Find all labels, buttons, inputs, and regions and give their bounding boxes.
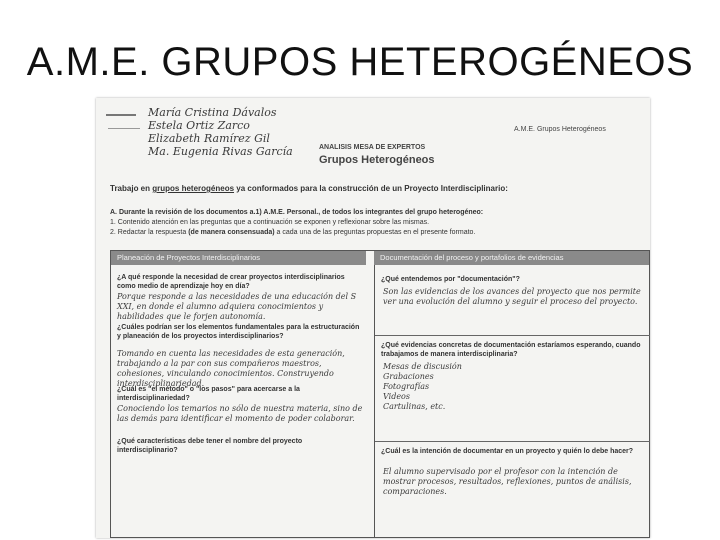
author-name: Estela Ortiz Zarco [148,119,250,132]
handwritten-answer: Conociendo los temarios no sólo de nuestra materia, sino de las demás para identificar el momento de poder colaborar. [117,404,363,423]
author-name: Elizabeth Ramírez Gil [148,132,270,145]
instruction-a: A. Durante la revisión de los documentos a.1) A.M.E. Personal., de todos los integrantes del grupo heterogéneo: [110,209,484,216]
document-header-right: A.M.E. Grupos Heterogéneos [514,126,606,133]
task-heading-rest: ya conformados para la construcción de un Proyecto Interdisciplinario: [234,184,508,193]
question: ¿Qué características debe tener el nombre del proyecto interdisciplinario? [117,438,303,454]
author-names [148,106,293,158]
instructions [110,208,483,238]
planning-column [111,265,366,537]
row-divider [375,441,650,442]
handwritten-answer: Porque responde a las necesidades de una educación del S XXI, en donde el alumno adquiera conocimientos y habilidades que le forjen autonomía. [117,292,357,321]
list-item: Grabaciones [383,372,434,381]
instruction-1: 1. Contenido atención en las preguntas que a continuación se exponen y reflexionar sobre las mismas. [110,219,430,226]
question: ¿A qué responde la necesidad de crear proyectos interdisciplinarios como medio de aprendizaje hoy en día? [117,274,345,290]
document-kicker: ANALISIS MESA DE EXPERTOS [319,144,426,151]
handwritten-mark [108,128,140,129]
scanned-document [96,98,650,538]
task-heading-link: grupos heterogéneos [152,184,235,193]
handwritten-answer: Son las evidencias de los avances del proyecto que nos permite ver una evolución del alumno y seguir el proceso del proyecto. [383,287,641,306]
documentation-column [374,265,650,537]
column-header-documentation: Documentación del proceso y portafolios de evidencias [374,251,649,265]
slide-title: A.M.E. GRUPOS HETEROGÉNEOS [26,40,694,84]
column-header-planning: Planeación de Proyectos Interdisciplinarios [111,251,366,265]
question: ¿Cuáles podrían ser los elementos fundamentales para la estructuración y planeación de los proyectos interdisciplinarios? [117,324,360,340]
handwritten-list [383,362,645,412]
document-title: Grupos Heterogéneos [319,154,435,166]
handwritten-mark [106,114,136,116]
task-heading-prefix: Trabajo en [110,184,153,193]
row-divider [375,335,650,336]
questions-table [110,250,650,538]
handwritten-answer: Tomando en cuenta las necesidades de esta generación, trabajando a la par con sus compañeros maestros, cohesiones, vinculando conocimientos. Construyendo interdisciplinariedad. [117,349,345,388]
question: ¿Qué evidencias concretas de documentación estaríamos esperando, cuando trabajamos de manera interdisciplinaria? [381,342,641,358]
task-heading [110,184,508,193]
author-name: María Cristina Dávalos [148,106,277,119]
question: ¿Cuál es la intención de documentar en un proyecto y quién lo debe hacer? [381,448,634,455]
list-item: Mesas de discusión [383,362,462,371]
column-gap [366,265,374,537]
list-item: Fotografías [383,382,430,391]
list-item: Cartulinas, etc. [383,402,446,411]
question: ¿Qué entendemos por "documentación"? [381,276,520,283]
author-name: Ma. Eugenia Rivas García [148,145,293,158]
list-item: Videos [383,392,410,401]
question: ¿Cuál es "el método" o "los pasos" para acercarse a la interdisciplinariedad? [117,386,300,402]
instruction-2: 2. Redactar la respuesta (de manera consensuada) a cada una de las preguntas propuestas en el presente formato. [110,229,476,236]
handwritten-answer: El alumno supervisado por el profesor con la intención de mostrar procesos, resultados, reflexiones, puntos de análisis, comparaciones. [383,467,632,496]
